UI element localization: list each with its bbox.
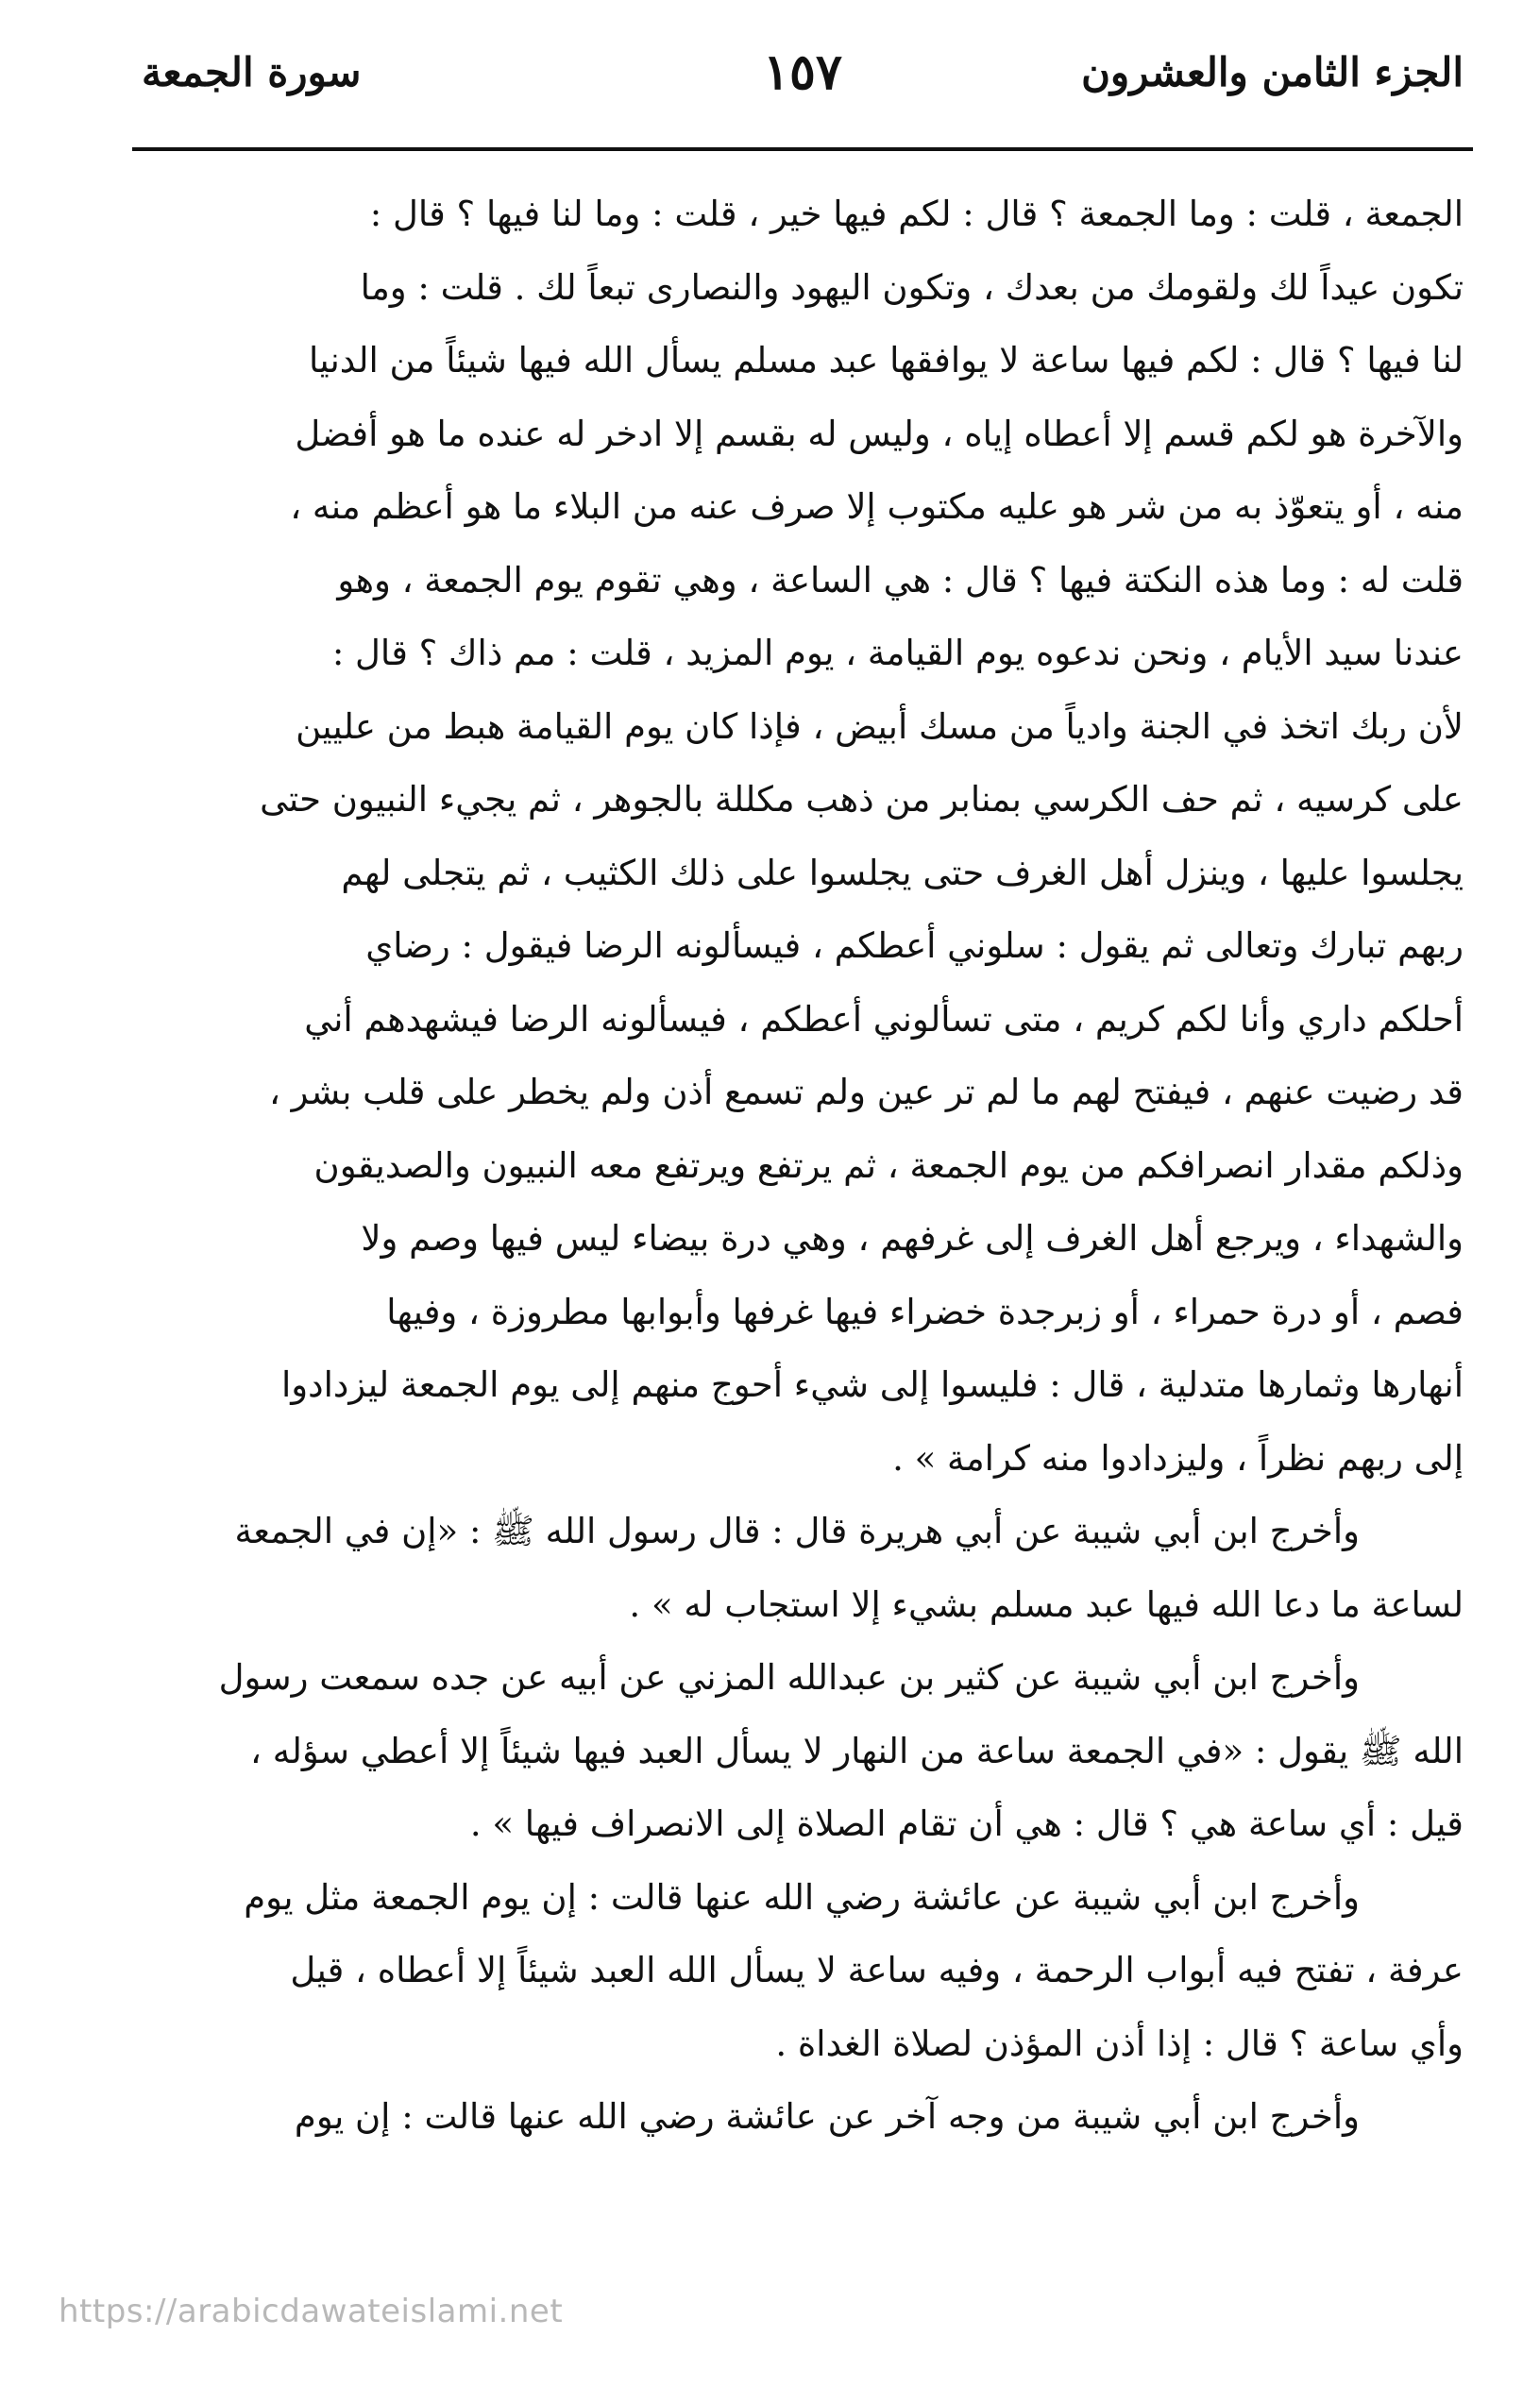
text-line: والآخرة هو لكم قسم إلا أعطاه إياه ، وليس له بقسم إلا ادخر له عنده ما هو أفضل — [295, 413, 1464, 454]
text-line: قلت له : وما هذه النكتة فيها ؟ قال : هي الساعة ، وهي تقوم يوم الجمعة ، وهو — [337, 559, 1464, 601]
text-line: منه ، أو يتعوّذ به من شر هو عليه مكتوب إلا صرف عنه من البلاء ما هو أعظم منه ، — [290, 486, 1464, 527]
text-line: قيل : أي ساعة هي ؟ قال : هي أن تقام الصلاة إلى الانصراف فيها » . — [469, 1803, 1464, 1844]
text-line: إلى ربهم نظراً ، وليزدادوا منه كرامة » . — [892, 1437, 1464, 1479]
text-line: على كرسيه ، ثم حف الكرسي بمنابر من ذهب مكللة بالجوهر ، ثم يجيء النبيون حتى — [260, 779, 1464, 820]
body-text — [161, 178, 1464, 2154]
text-line: والشهداء ، ويرجع أهل الغرف إلى غرفهم ، وهي درة بيضاء ليس فيها وصم ولا — [361, 1218, 1464, 1259]
text-line: الله ﷺ يقول : «في الجمعة ساعة من النهار لا يسأل العبد فيها شيئاً إلا أعطي سؤله ، — [250, 1730, 1464, 1771]
text-line: يجلسوا عليها ، وينزل أهل الغرف حتى يجلسوا على ذلك الكثيب ، ثم يتجلى لهم — [341, 852, 1464, 893]
text-line: تكون عيداً لك ولقومك من بعدك ، وتكون اليهود والنصارى تبعاً لك . قلت : وما — [360, 266, 1464, 308]
surah-title: سورة الجمعة — [142, 49, 362, 95]
text-line: وأخرج ابن أبي شيبة عن أبي هريرة قال : قال رسول الله ﷺ : «إن في الجمعة — [234, 1511, 1360, 1551]
text-line: أحلكم داري وأنا لكم كريم ، متى تسألوني أعطكم ، فيسألونه الرضا فيشهدهم أني — [304, 998, 1464, 1040]
text-line: لساعة ما دعا الله فيها عبد مسلم بشيء إلا استجاب له » . — [629, 1583, 1464, 1625]
text-line: الجمعة ، قلت : وما الجمعة ؟ قال : لكم فيها خير ، قلت : وما لنا فيها ؟ قال : — [369, 194, 1464, 234]
text-line: وأي ساعة ؟ قال : إذا أذن المؤذن لصلاة الغداة . — [775, 2023, 1464, 2064]
header-divider — [132, 147, 1473, 151]
page-header — [142, 43, 1464, 134]
text-line: وأخرج ابن أبي شيبة عن عائشة رضي الله عنها قالت : إن يوم الجمعة مثل يوم — [244, 1876, 1360, 1918]
text-line: عندنا سيد الأيام ، ونحن ندعوه يوم القيامة ، يوم المزيد ، قلت : مم ذاك ؟ قال : — [331, 633, 1464, 673]
text-line: ربهم تبارك وتعالى ثم يقول : سلوني أعطكم ، فيسألونه الرضا فيقول : رضاي — [365, 925, 1464, 966]
text-line: وأخرج ابن أبي شيبة من وجه آخر عن عائشة رضي الله عنها قالت : إن يوم — [294, 2096, 1360, 2137]
text-line: وذلكم مقدار انصرافكم من يوم الجمعة ، ثم يرتفع ويرتفع معه النبيون والصديقون — [313, 1144, 1464, 1186]
text-line: أنهارها وثمارها متدلية ، قال : فليسوا إلى شيء أحوج منهم إلى يوم الجمعة ليزدادوا — [280, 1364, 1464, 1405]
text-line: لنا فيها ؟ قال : لكم فيها ساعة لا يوافقها عبد مسلم يسأل الله فيها شيئاً من الدنيا — [309, 340, 1464, 381]
juz-title: الجزء الثامن والعشرون — [1081, 49, 1464, 95]
page-number: ١٥٧ — [763, 43, 842, 101]
text-line: قد رضيت عنهم ، فيفتح لهم ما لم تر عين ولم تسمع أذن ولم يخطر على قلب بشر ، — [268, 1072, 1464, 1112]
watermark-url: https://arabicdawateislami.net — [59, 2293, 564, 2330]
text-line: عرفة ، تفتح فيه أبواب الرحمة ، وفيه ساعة لا يسأل الله العبد شيئاً إلا أعطاه ، قيل — [290, 1950, 1464, 1990]
text-line: لأن ربك اتخذ في الجنة وادياً من مسك أبيض ، فإذا كان يوم القيامة هبط من عليين — [296, 705, 1464, 747]
text-line: وأخرج ابن أبي شيبة عن كثير بن عبدالله المزني عن أبيه عن جده سمعت رسول — [218, 1657, 1360, 1698]
text-line: فصم ، أو درة حمراء ، أو زبرجدة خضراء فيها غرفها وأبوابها مطروزة ، وفيها — [386, 1291, 1464, 1332]
